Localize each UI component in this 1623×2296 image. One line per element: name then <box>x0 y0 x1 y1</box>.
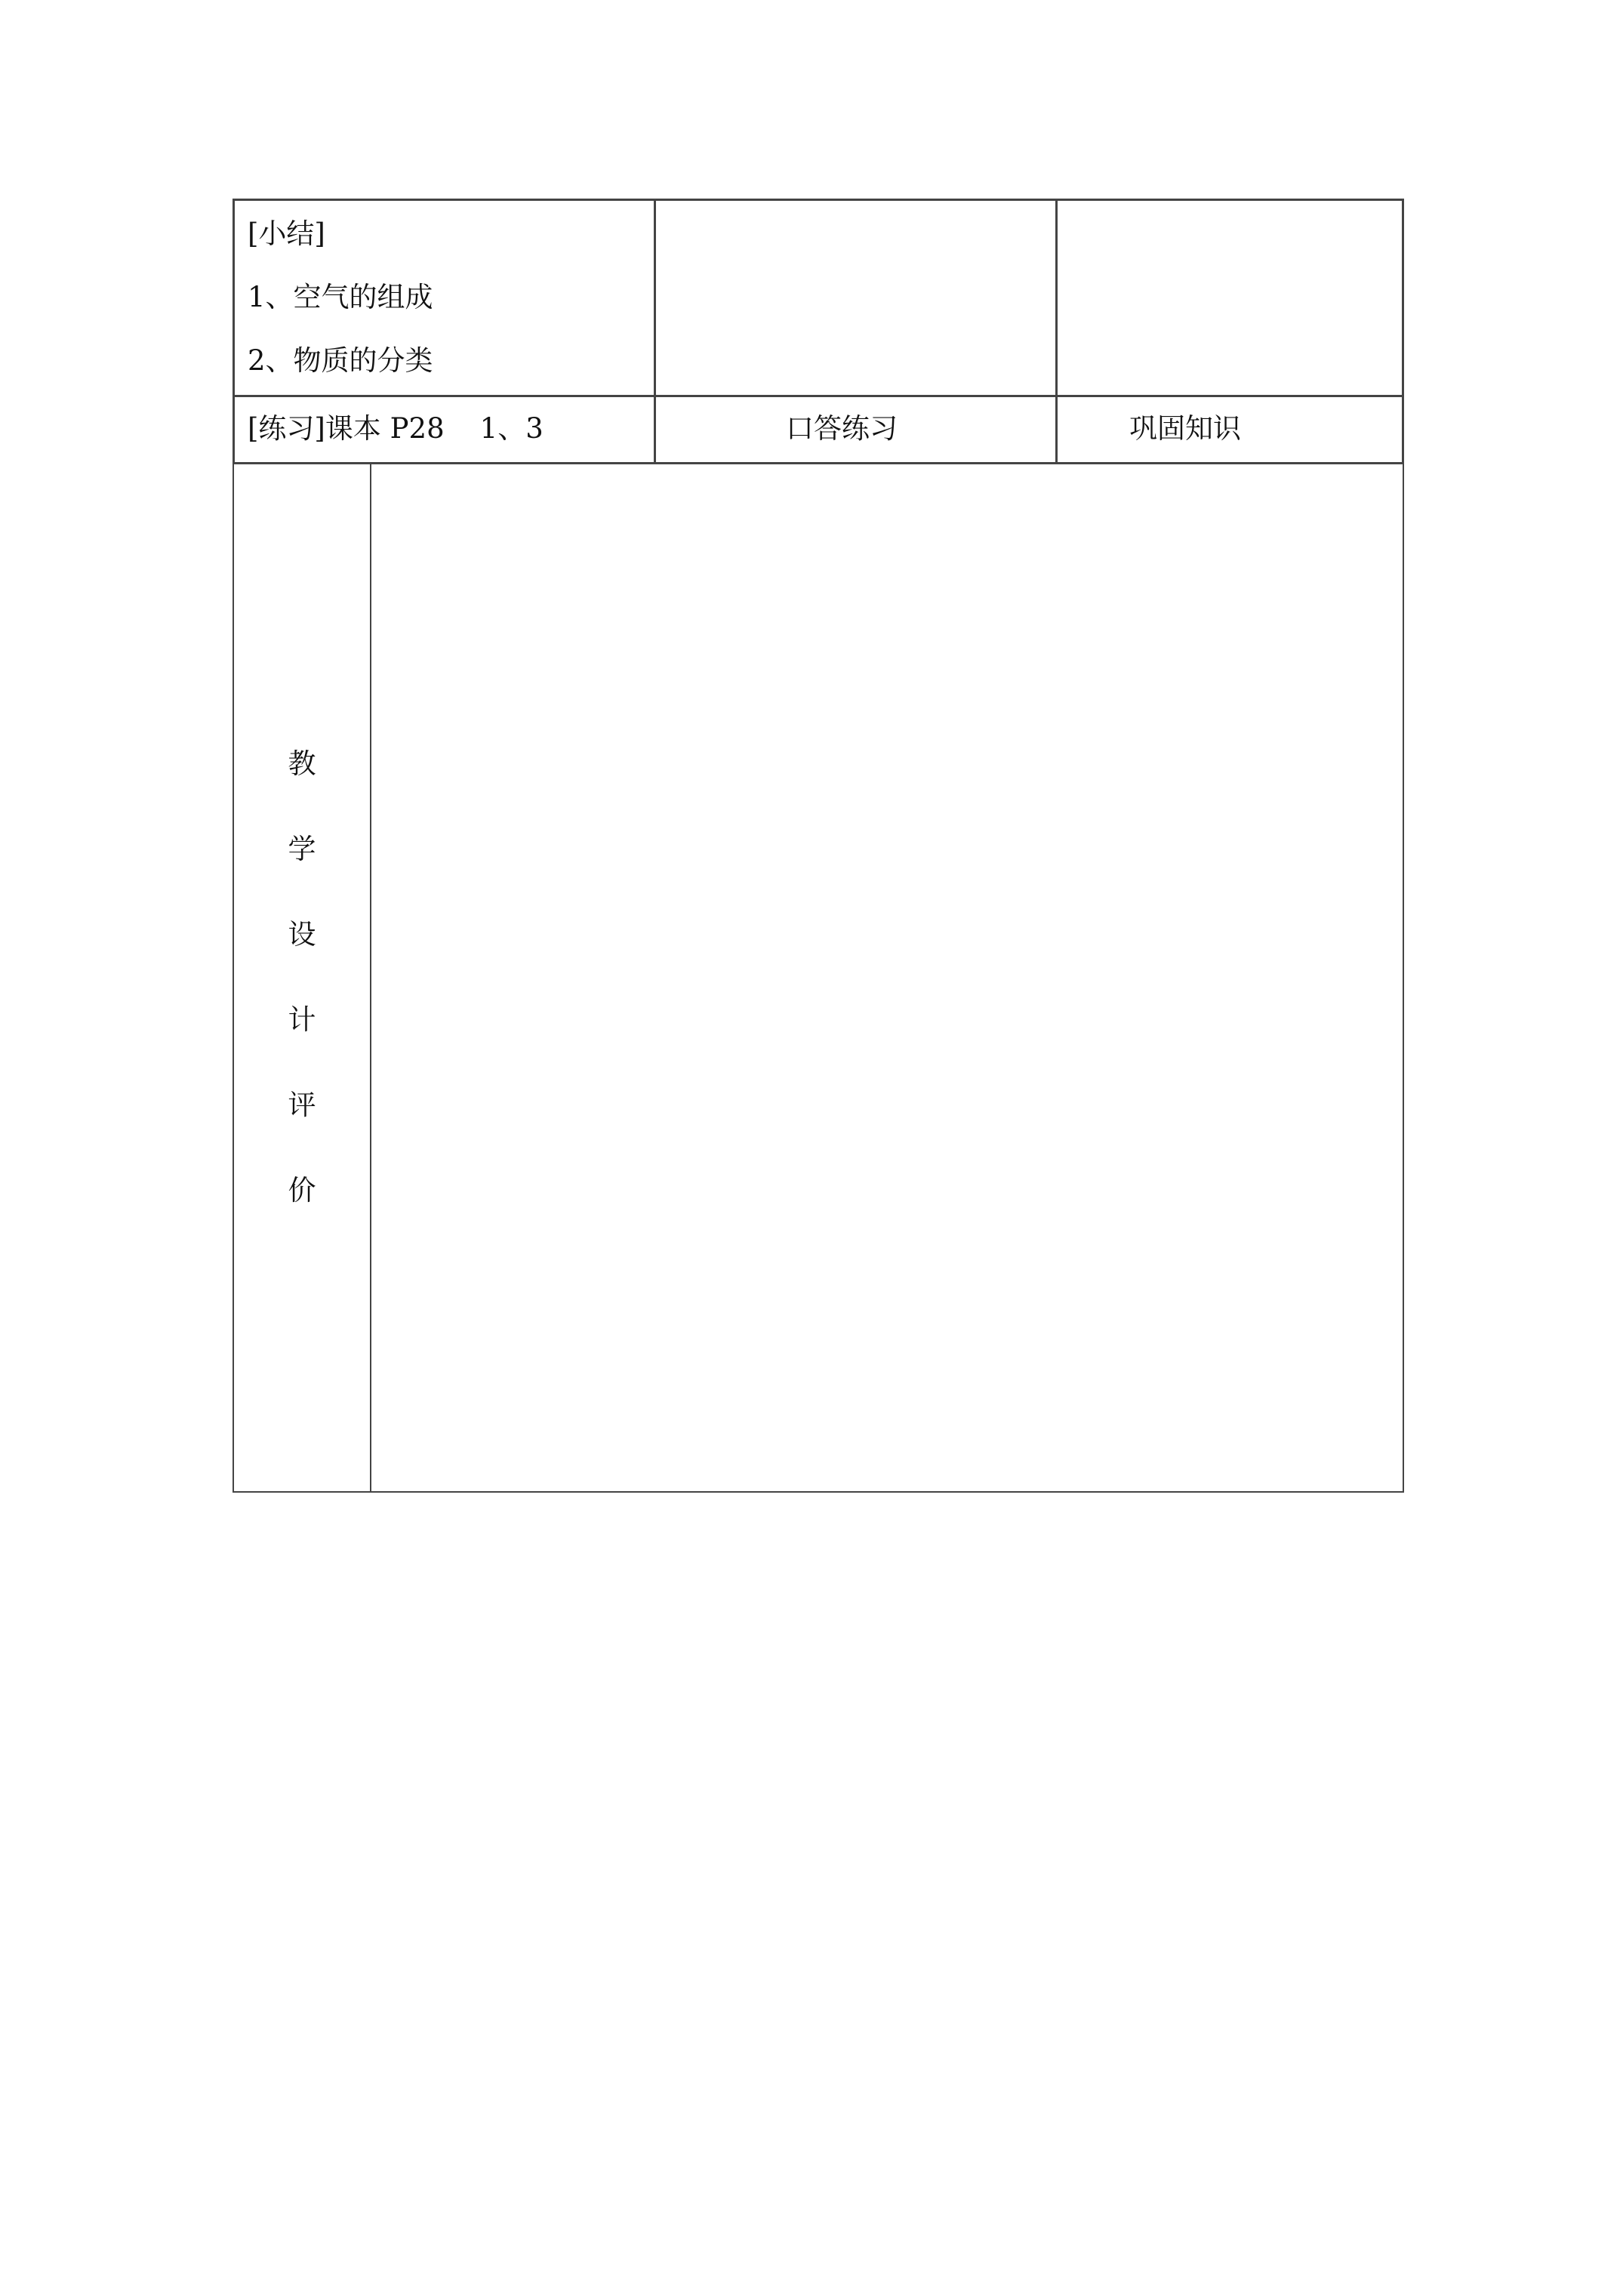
evaluation-label-char-1: 教 <box>288 747 316 780</box>
evaluation-label-char-6: 价 <box>288 1174 316 1207</box>
evaluation-table <box>233 462 1404 1493</box>
evaluation-divider <box>370 462 371 1493</box>
table-divider-col1 <box>654 199 656 464</box>
summary-item-2: 2、物质的分类 <box>248 344 433 377</box>
summary-heading: [小结] <box>248 217 325 250</box>
exercise-content: [练习]课本 P28 1、3 <box>248 412 544 445</box>
exercise-student-activity: 口答练习 <box>786 412 898 445</box>
table-divider-row <box>233 395 1404 397</box>
evaluation-label-char-2: 学 <box>288 833 316 865</box>
evaluation-label-char-5: 评 <box>288 1089 316 1121</box>
evaluation-label-char-4: 计 <box>288 1003 316 1036</box>
summary-item-1: 1、空气的组成 <box>248 281 433 313</box>
evaluation-label-char-3: 设 <box>288 918 316 951</box>
table-divider-col2 <box>1055 199 1058 464</box>
exercise-purpose: 巩固知识 <box>1129 412 1241 445</box>
